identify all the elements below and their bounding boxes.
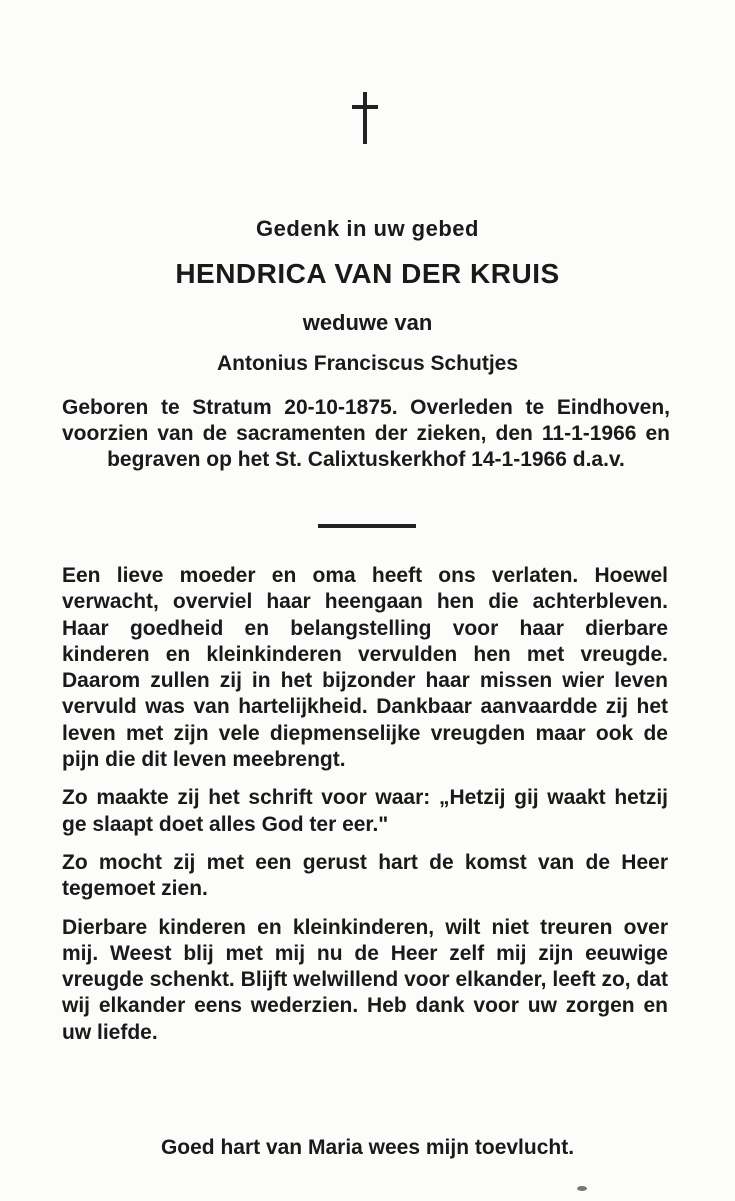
paragraph: Zo mocht zij met een gerust hart de komst van de Heer tegemoet zien.: [62, 850, 668, 901]
memorial-text: [62, 563, 668, 1058]
paragraph: Een lieve moeder en oma heeft ons verlaten. Hoewel verwacht, overviel haar heengaan hen die achterbleven. Haar goedheid en belangstelling voor haar dierbare kinderen en kleinkinderen vervulden hen met vreugde. Daarom zullen zij in het bijzonder haar missen wier leven vervuld was van hartelijkheid. Dankbaar aanvaardde zij het leven met zijn vele diepmenselijke vreugden maar ook de pijn die dit leven meebrengt.: [62, 564, 668, 772]
ink-speck: [577, 1186, 587, 1191]
closing-prayer: Goed hart van Maria wees mijn toevlucht.: [160, 1136, 575, 1159]
life-dates-text: Geboren te Stratum 20-10-1875. Overleden te Eindhoven, voorzien van de sacramenten der zieken, den 11-1-1966 en begraven op het St. Calixtuskerkhof 14-1-1966 d.a.v.: [62, 396, 670, 471]
divider-line: [318, 524, 416, 528]
relation-label: weduwe van: [302, 310, 433, 335]
deceased-name: HENDRICA VAN DER KRUIS: [175, 258, 560, 289]
paragraph: Dierbare kinderen en kleinkinderen, wilt niet treuren over mij. Weest blij met mij nu de Heer zelf mij zijn eeuwige vreugde schenkt. Blijft welwillend voor elkander, leeft zo, dat wij elkander eens wederzien. Heb dank voor uw zorgen en uw liefde.: [62, 915, 668, 1044]
card-heading: Gedenk in uw gebed: [256, 216, 479, 241]
cross-icon: [352, 92, 378, 144]
spouse-name: Antonius Franciscus Schutjes: [216, 352, 519, 375]
paragraph: Zo maakte zij het schrift voor waar: „Hetzij gij waakt hetzij ge slaapt doet alles God ter eer.": [62, 786, 668, 836]
